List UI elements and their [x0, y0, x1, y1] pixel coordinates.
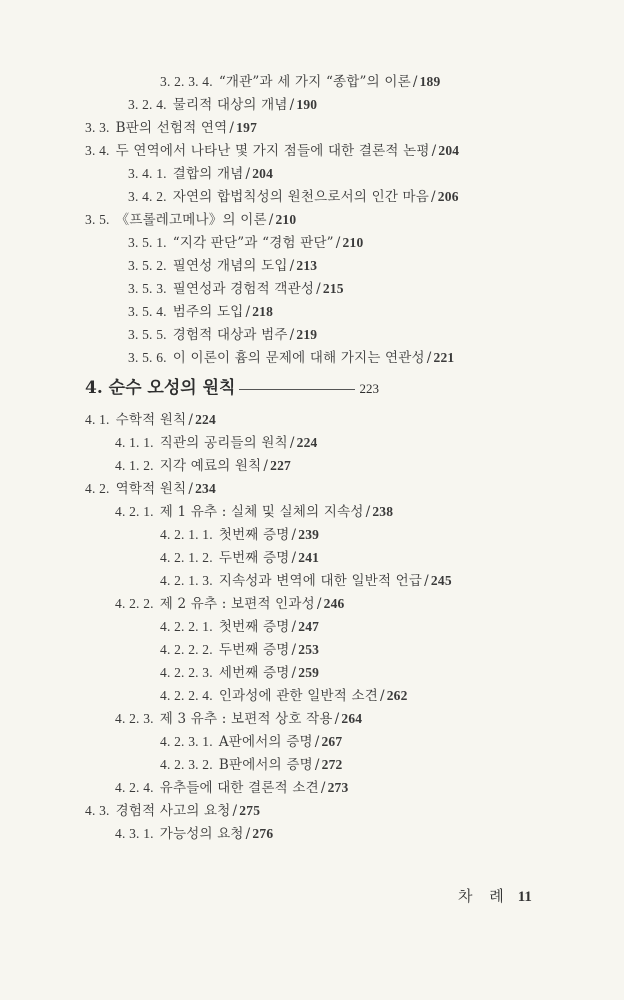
- page-separator: /: [426, 350, 432, 366]
- section-number: 4. 2.: [85, 481, 110, 496]
- section-title: 물리적 대상의 개념: [172, 97, 288, 113]
- page-number: 227: [270, 458, 292, 473]
- section-title: 역학적 원칙: [115, 481, 187, 497]
- section-title: A판에서의 증명: [218, 734, 313, 750]
- toc-entry: [85, 118, 257, 138]
- page-number: 246: [323, 596, 345, 611]
- section-title: 제 3 유추 : 보편적 상호 작용: [159, 711, 333, 727]
- page-separator: /: [245, 826, 251, 842]
- section-title: 이 이론이 흄의 문제에 대해 가지는 연관성: [172, 350, 425, 366]
- page-separator: /: [289, 435, 295, 451]
- page-number: 224: [296, 435, 318, 450]
- toc-entry: [128, 187, 459, 207]
- page-separator: /: [431, 189, 436, 205]
- section-title: 첫번째 증명: [218, 527, 290, 543]
- section-title: “지각 판단”과 “경험 판단”: [172, 235, 334, 251]
- page-separator: /: [289, 327, 295, 343]
- page-separator: /: [232, 803, 238, 819]
- page-number: 204: [252, 166, 274, 181]
- page-number: 241: [298, 550, 320, 565]
- section-number: 3. 5. 1.: [128, 235, 167, 250]
- section-title: 인과성에 관한 일반적 소견: [218, 688, 378, 704]
- page-separator: /: [263, 458, 269, 474]
- page-number: 210: [342, 235, 364, 250]
- toc-entry: [128, 325, 317, 345]
- toc-entry: [160, 755, 343, 775]
- section-number: 3. 5. 6.: [128, 350, 167, 365]
- section-title: “개관”과 세 가지 “종합”의 이론: [218, 74, 411, 90]
- section-number: 4. 2. 3. 2.: [160, 757, 213, 772]
- section-number: 3. 4. 1.: [128, 166, 167, 181]
- toc-entry: [160, 525, 319, 545]
- section-title: 경험적 대상과 범주: [172, 327, 288, 343]
- page-separator: /: [245, 166, 251, 182]
- section-number: 4. 2. 1.: [115, 504, 154, 519]
- toc-entry: [115, 778, 348, 798]
- section-title: 유추들에 대한 결론적 소견: [159, 780, 319, 796]
- section-number: 3. 4.: [85, 143, 110, 158]
- section-number: 3. 5. 3.: [128, 281, 167, 296]
- toc-entry: [128, 233, 363, 253]
- toc-entry: [115, 456, 291, 476]
- running-title: 차 례: [458, 887, 510, 905]
- page-number: 221: [433, 350, 455, 365]
- section-title: 두번째 증명: [218, 550, 290, 566]
- section-title: B판에서의 증명: [218, 757, 313, 773]
- page-separator: /: [320, 780, 326, 796]
- section-number: 3. 5. 5.: [128, 327, 167, 342]
- section-number: 4. 1. 2.: [115, 458, 154, 473]
- section-title: B판의 선험적 연역: [115, 120, 228, 136]
- page-separator: /: [314, 757, 320, 773]
- section-number: 4. 2. 2. 1.: [160, 619, 213, 634]
- page-separator: /: [431, 143, 437, 159]
- section-number: 4. 2. 2. 4.: [160, 688, 213, 703]
- chapter-heading: [85, 377, 379, 400]
- toc-entry: [128, 302, 273, 322]
- section-title: 결합의 개념: [172, 166, 244, 182]
- page-separator: /: [291, 550, 297, 566]
- page-separator: /: [291, 527, 297, 543]
- section-number: 4. 1.: [85, 412, 110, 427]
- section-title: 경험적 사고의 요청: [115, 803, 231, 819]
- toc-entry: [128, 279, 344, 299]
- page-separator: /: [229, 120, 235, 136]
- page-separator: /: [289, 258, 295, 274]
- section-number: 4. 2. 1. 3.: [160, 573, 213, 588]
- section-title: 첫번째 증명: [218, 619, 290, 635]
- toc-entry: [115, 594, 345, 614]
- page-separator: /: [334, 711, 340, 727]
- page-number: 197: [236, 120, 258, 135]
- page-footer: [458, 885, 532, 906]
- page-separator: /: [412, 74, 418, 90]
- page-number: 275: [239, 803, 261, 818]
- page-number: 247: [298, 619, 320, 634]
- toc-entry: [115, 433, 318, 453]
- section-title: 직관의 공리들의 원칙: [159, 435, 288, 451]
- page-separator: /: [289, 97, 295, 113]
- toc-entry: [85, 410, 216, 430]
- page-number: 189: [419, 74, 441, 89]
- page-separator: /: [424, 573, 429, 589]
- section-title: 필연성과 경험적 객관성: [172, 281, 315, 297]
- toc-entry: [160, 617, 319, 637]
- page-separator: /: [245, 304, 251, 320]
- section-number: 4. 3.: [85, 803, 110, 818]
- section-number: 4. 2. 3. 1.: [160, 734, 213, 749]
- section-number: 3. 2. 4.: [128, 97, 167, 112]
- page-number: 213: [296, 258, 318, 273]
- toc-entry: [160, 732, 342, 752]
- page-separator: /: [379, 688, 385, 704]
- page-number: 264: [341, 711, 363, 726]
- page-separator: /: [188, 412, 194, 428]
- page-number: 224: [195, 412, 216, 427]
- toc-entry: [160, 686, 408, 706]
- page-number: 238: [372, 504, 394, 519]
- section-title: 두 연역에서 나타난 몇 가지 점들에 대한 결론적 논평: [115, 143, 430, 159]
- section-title: 수학적 원칙: [115, 412, 187, 428]
- toc-entry: [85, 801, 260, 821]
- page-number: 262: [386, 688, 408, 703]
- chapter-title: 4. 순수 오성의 원칙: [85, 378, 236, 398]
- section-title: 자연의 합법칙성의 원천으로서의 인간 마음: [172, 189, 430, 205]
- page-number: 245: [430, 573, 452, 588]
- page-separator: /: [365, 504, 371, 520]
- section-title: 지속성과 변역에 대한 일반적 언급: [218, 573, 423, 589]
- toc-entry: [128, 95, 317, 115]
- page-separator: /: [316, 281, 321, 297]
- toc-entry: [160, 72, 440, 92]
- section-title: 범주의 도입: [172, 304, 244, 320]
- page-separator: /: [291, 619, 297, 635]
- page-separator: /: [335, 235, 341, 251]
- page-number: 253: [298, 642, 320, 657]
- section-title: 필연성 개념의 도입: [172, 258, 288, 274]
- section-number: 3. 5. 2.: [128, 258, 167, 273]
- page-number: 239: [298, 527, 320, 542]
- page-number: 210: [275, 212, 297, 227]
- page-number: 259: [298, 665, 320, 680]
- page-number: 218: [252, 304, 274, 319]
- toc-entry: [115, 824, 273, 844]
- page-number: 206: [437, 189, 459, 204]
- toc-entry: [85, 141, 459, 161]
- section-number: 4. 2. 1. 2.: [160, 550, 213, 565]
- section-title: 세번째 증명: [218, 665, 290, 681]
- section-title: 제 2 유추 : 보편적 인과성: [159, 596, 315, 612]
- folio-number: 11: [517, 889, 532, 905]
- page-number: 272: [321, 757, 343, 772]
- page-number: 215: [322, 281, 344, 296]
- page-number: 273: [327, 780, 349, 795]
- chapter-page-number: 223: [359, 381, 379, 396]
- section-title: 두번째 증명: [218, 642, 290, 658]
- toc-entry: [160, 548, 319, 568]
- toc-entry: [128, 256, 317, 276]
- toc-entry: [160, 663, 319, 683]
- page-number: 234: [195, 481, 216, 496]
- section-number: 4. 2. 3.: [115, 711, 154, 726]
- section-number: 4. 2. 1. 1.: [160, 527, 213, 542]
- toc-entry: [160, 640, 319, 660]
- page-separator: /: [268, 212, 274, 228]
- toc-entry: [128, 348, 454, 368]
- section-number: 4. 2. 2.: [115, 596, 154, 611]
- page-number: 219: [296, 327, 318, 342]
- section-number: 3. 5.: [85, 212, 110, 227]
- toc-entry: [160, 571, 452, 591]
- page-number: 190: [296, 97, 318, 112]
- section-title: 가능성의 요청: [159, 826, 244, 842]
- section-number: 4. 3. 1.: [115, 826, 154, 841]
- page-number: 204: [438, 143, 460, 158]
- page-separator: /: [314, 734, 320, 750]
- page-separator: /: [316, 596, 322, 612]
- toc-entry: [85, 210, 296, 230]
- section-title: 지각 예료의 원칙: [159, 458, 262, 474]
- page-separator: /: [291, 665, 297, 681]
- toc-entry: [128, 164, 273, 184]
- page-number: 276: [252, 826, 274, 841]
- section-number: 4. 2. 2. 2.: [160, 642, 213, 657]
- page-number: 267: [321, 734, 343, 749]
- section-number: 3. 5. 4.: [128, 304, 167, 319]
- toc-entry: [115, 709, 362, 729]
- section-title: 《프롤레고메나》의 이론: [115, 212, 267, 228]
- page-separator: /: [291, 642, 297, 658]
- leader-rule: [239, 389, 355, 390]
- section-number: 3. 4. 2.: [128, 189, 167, 204]
- section-number: 4. 2. 2. 3.: [160, 665, 213, 680]
- section-number: 4. 1. 1.: [115, 435, 154, 450]
- section-number: 3. 2. 3. 4.: [160, 74, 213, 89]
- section-title: 제 1 유추 : 실체 및 실체의 지속성: [159, 504, 364, 520]
- page-separator: /: [188, 481, 194, 497]
- toc-entry: [85, 479, 216, 499]
- section-number: 4. 2. 4.: [115, 780, 154, 795]
- toc-entry: [115, 502, 393, 522]
- section-number: 3. 3.: [85, 120, 110, 135]
